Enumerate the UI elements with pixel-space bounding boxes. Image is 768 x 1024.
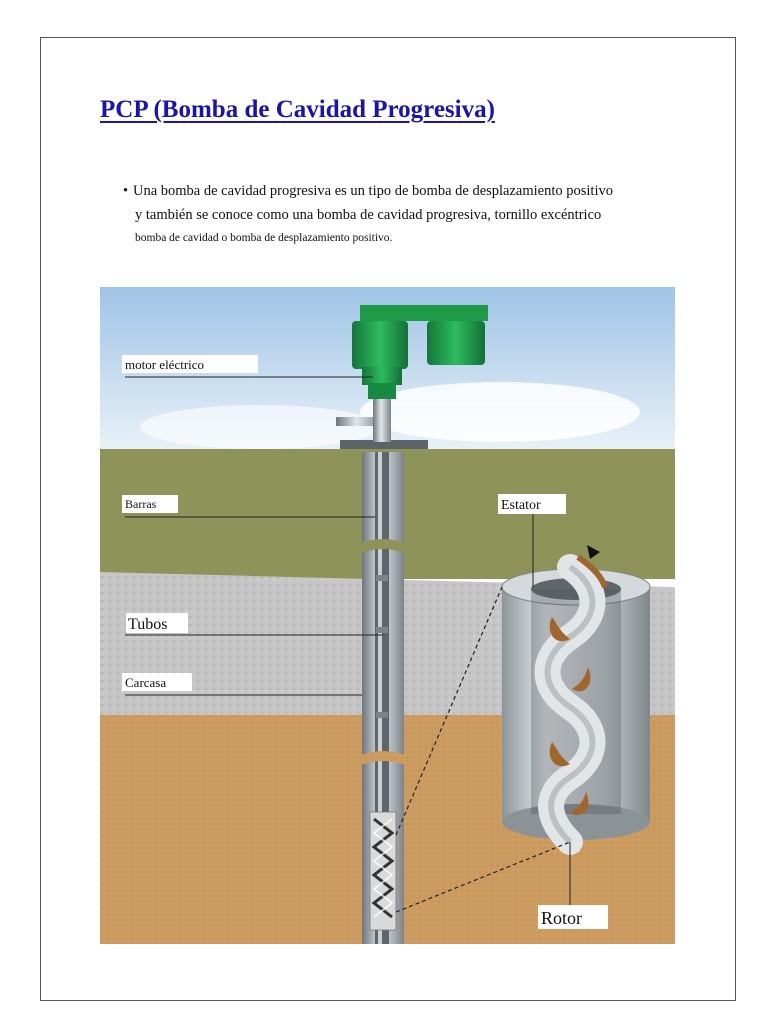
coupling: [376, 712, 388, 718]
coupling: [376, 575, 388, 581]
pcp-illustration: [100, 287, 675, 944]
label-motor: motor eléctrico: [125, 357, 205, 372]
cloud-shape: [360, 382, 640, 442]
bullet-line-2: y también se conoce como una bomba de cavidad progresiva, tornillo excéntrico: [135, 207, 602, 223]
label-tubos: Tubos: [128, 616, 168, 633]
drive-shaft: [373, 397, 391, 442]
pcp-diagram: [100, 287, 675, 944]
label-rotor: Rotor: [541, 908, 583, 928]
bullet-paragraph: [123, 179, 703, 249]
downhole-pump-section: [370, 812, 396, 930]
bullet-line-3: bomba de cavidad o bomba de desplazamiento positivo.: [135, 232, 393, 244]
label-estator: Estator: [501, 498, 541, 513]
coupling: [376, 627, 388, 633]
bullet-line-1: Una bomba de cavidad progresiva es un tipo de bomba de desplazamiento positivo: [133, 183, 613, 199]
stator-illustration: [502, 545, 650, 842]
bullet-dot: •: [123, 183, 129, 199]
label-carcasa: Carcasa: [125, 675, 167, 690]
page-title: PCP (Bomba de Cavidad Progresiva): [100, 96, 495, 123]
label-barras: Barras: [125, 497, 157, 511]
